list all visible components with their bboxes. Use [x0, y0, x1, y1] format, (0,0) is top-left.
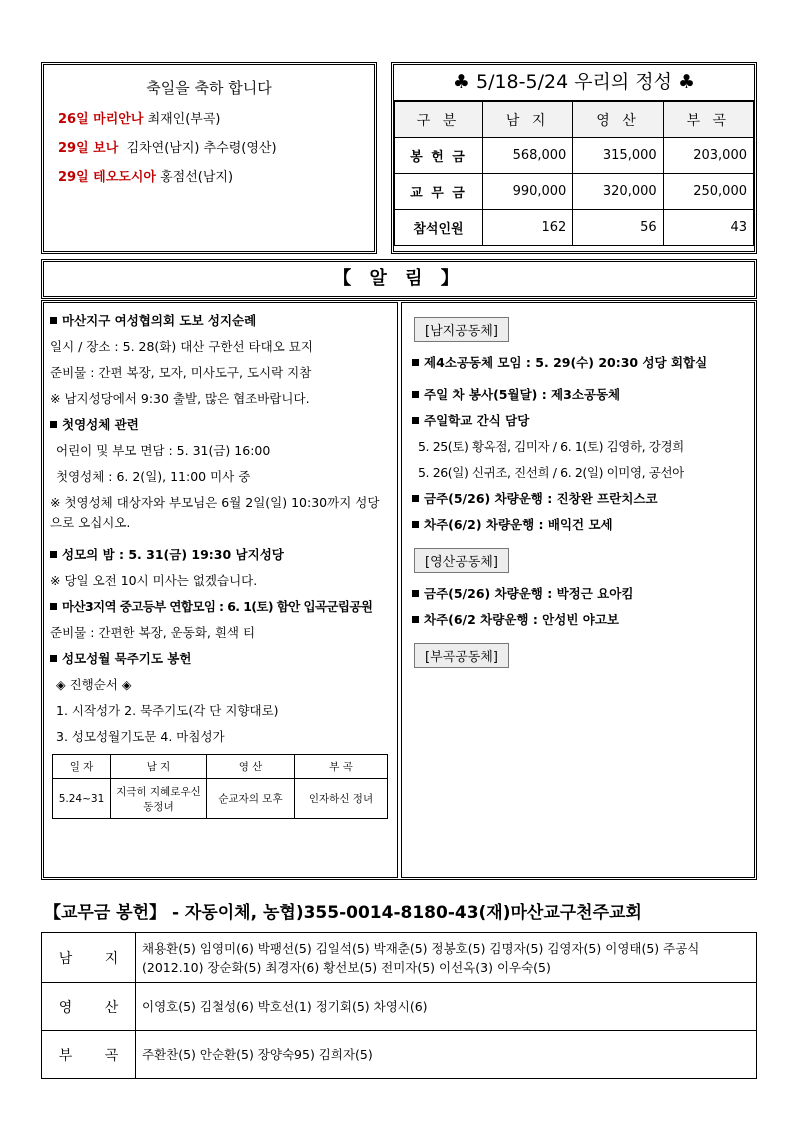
- feast-day-entry: [58, 137, 374, 156]
- notice-title: 【 알 림 】: [41, 259, 757, 299]
- feast-day-entry: [58, 166, 374, 185]
- square-bullet-icon: [50, 551, 57, 558]
- schedule-cell: 순교자의 모후: [207, 779, 295, 819]
- square-bullet-icon: [50, 603, 57, 610]
- community-label: [남지공동체]: [414, 317, 509, 342]
- notice-right-column: [401, 302, 755, 878]
- offering-box: [391, 62, 757, 254]
- feast-day-date: 29일 테오도시아: [58, 170, 156, 185]
- notice-text: 일시 / 장소 : 5. 28(화) 대산 구한선 타대오 묘지: [50, 339, 313, 354]
- value-cell: 250,000: [663, 174, 753, 210]
- feast-day-date: 26일 마리안나: [58, 112, 144, 127]
- notice-text: ※ 남지성당에서 9:30 출발, 많은 협조바랍니다.: [50, 391, 310, 406]
- offering-row: [395, 174, 754, 210]
- notice-left-column: [43, 302, 398, 878]
- notice-heading: 제4소공동체 모임 : 5. 29(수) 20:30 성당 회합실: [412, 350, 744, 376]
- notice-heading: 첫영성체 관련: [50, 412, 391, 438]
- notice-heading: 성모의 밤 : 5. 31(금) 19:30 남지성당: [50, 542, 391, 568]
- row-label: 참석인원: [395, 210, 483, 246]
- offering-row: [395, 138, 754, 174]
- value-cell: 315,000: [573, 138, 663, 174]
- feast-day-names: 최재인(부곡): [147, 112, 221, 127]
- value-cell: 320,000: [573, 174, 663, 210]
- value-cell: 56: [573, 210, 663, 246]
- feast-day-date: 29일 보나: [58, 141, 119, 156]
- contribution-row: [42, 933, 757, 983]
- feast-day-entry: [58, 108, 374, 127]
- header-cell: 남 지: [483, 102, 573, 138]
- schedule-cell: 5.24~31: [53, 779, 111, 819]
- notice-heading: 마산3지역 중고등부 연합모임 : 6. 1(토) 함안 입곡군립공원: [50, 594, 391, 620]
- notice-text: 준비물 : 간편 복장, 모자, 미사도구, 도시락 지참: [50, 365, 312, 380]
- notice-heading: 주일 차 봉사(5월달) : 제3소공동체: [412, 382, 744, 408]
- value-cell: 203,000: [663, 138, 753, 174]
- value-cell: 990,000: [483, 174, 573, 210]
- parish-label: 남 지: [42, 933, 136, 983]
- value-cell: 568,000: [483, 138, 573, 174]
- square-bullet-icon: [50, 655, 57, 662]
- square-bullet-icon: [412, 521, 419, 528]
- header-cell: 일 자: [53, 755, 111, 779]
- offering-title: ♣ 5/18-5/24 우리의 정성 ♣: [394, 65, 754, 101]
- schedule-header-row: [53, 755, 388, 779]
- contributor-names: 주환찬(5) 안순환(5) 장양숙95) 김희자(5): [136, 1031, 757, 1079]
- square-bullet-icon: [50, 421, 57, 428]
- square-bullet-icon: [412, 495, 419, 502]
- contribution-row: [42, 983, 757, 1031]
- square-bullet-icon: [412, 590, 419, 597]
- parish-label: 부 곡: [42, 1031, 136, 1079]
- offering-table: [394, 101, 754, 246]
- square-bullet-icon: [412, 391, 419, 398]
- rosary-schedule-table: [52, 754, 388, 819]
- square-bullet-icon: [412, 417, 419, 424]
- notice-text: 1. 시작성가 2. 묵주기도(각 단 지향대로): [56, 703, 279, 718]
- notice-heading: 주일학교 간식 담당: [412, 408, 744, 434]
- row-label: 교 무 금: [395, 174, 483, 210]
- notice-heading: 금주(5/26) 차량운행 : 진창완 프란치스코: [412, 486, 744, 512]
- notice-heading: 성모성월 묵주기도 봉헌: [50, 646, 391, 672]
- community-label: [영산공동체]: [414, 548, 509, 573]
- square-bullet-icon: [50, 317, 57, 324]
- feast-day-box: [41, 62, 377, 254]
- notice-heading: 차주(6/2) 차량운행 : 배익건 모세: [412, 512, 744, 538]
- offering-row: [395, 210, 754, 246]
- header-cell: 영 산: [573, 102, 663, 138]
- community-label: [부곡공동체]: [414, 643, 509, 668]
- header-cell: 부 곡: [663, 102, 753, 138]
- square-bullet-icon: [412, 359, 419, 366]
- schedule-cell: 인자하신 정녀: [295, 779, 388, 819]
- feast-day-names: 김차연(남지) 추수령(영산): [126, 141, 277, 156]
- notice-text: 3. 성모성월기도문 4. 마침성가: [56, 729, 225, 744]
- header-cell: 구 분: [395, 102, 483, 138]
- feast-day-title: 축일을 축하 합니다: [146, 79, 272, 97]
- schedule-cell: 지극히 지혜로우신 동정녀: [111, 779, 207, 819]
- value-cell: 162: [483, 210, 573, 246]
- notice-text: ◈ 진행순서 ◈: [56, 677, 132, 692]
- contributor-names: 이영호(5) 김철성(6) 박호선(1) 정기회(5) 차영시(6): [136, 983, 757, 1031]
- contribution-title: 【교무금 봉헌】 - 자동이체, 농협)355-0014-8180-43(재)마산교구천주교회: [44, 903, 642, 923]
- notice-text: 5. 26(일) 신귀조, 진선희 / 6. 2(일) 이미영, 공선아: [418, 465, 684, 480]
- notice-text: 첫영성체 : 6. 2(일), 11:00 미사 중: [56, 469, 251, 484]
- header-cell: 부 곡: [295, 755, 388, 779]
- square-bullet-icon: [412, 616, 419, 623]
- notice-text: 5. 25(토) 황옥점, 김미자 / 6. 1(토) 김영하, 강경희: [418, 439, 684, 454]
- schedule-row: [53, 779, 388, 819]
- header-cell: 영 산: [207, 755, 295, 779]
- contributor-names: 채용환(5) 임영미(6) 박팽선(5) 김일석(5) 박재춘(5) 정봉호(5) 김명자(5) 김영자(5) 이영태(5) 주공식(2012.10) 장순화(5) 최경자(6) 황선보(5) 전미자(5) 이선옥(3) 이우숙(5): [136, 933, 757, 983]
- value-cell: 43: [663, 210, 753, 246]
- notice-text: 준비물 : 간편한 복장, 운동화, 흰색 티: [50, 625, 256, 640]
- contribution-row: [42, 1031, 757, 1079]
- offering-header-row: [395, 102, 754, 138]
- notice-text: ※ 첫영성체 대상자와 부모님은 6월 2일(일) 10:30까지 성당으로 오십시오.: [50, 495, 380, 530]
- notice-text: ※ 당일 오전 10시 미사는 없겠습니다.: [50, 573, 258, 588]
- feast-day-names: 홍점선(남지): [160, 170, 234, 185]
- notice-text: 어린이 및 부모 면담 : 5. 31(금) 16:00: [56, 443, 271, 458]
- notice-heading: 금주(5/26) 차량운행 : 박정근 요아킴: [412, 581, 744, 607]
- header-cell: 남 지: [111, 755, 207, 779]
- contribution-table: [41, 932, 757, 1079]
- notice-heading: 마산지구 여성협의회 도보 성지순례: [50, 308, 391, 334]
- notice-heading: 차주(6/2 차량운행 : 안성빈 야고보: [412, 607, 744, 633]
- parish-label: 영 산: [42, 983, 136, 1031]
- row-label: 봉 헌 금: [395, 138, 483, 174]
